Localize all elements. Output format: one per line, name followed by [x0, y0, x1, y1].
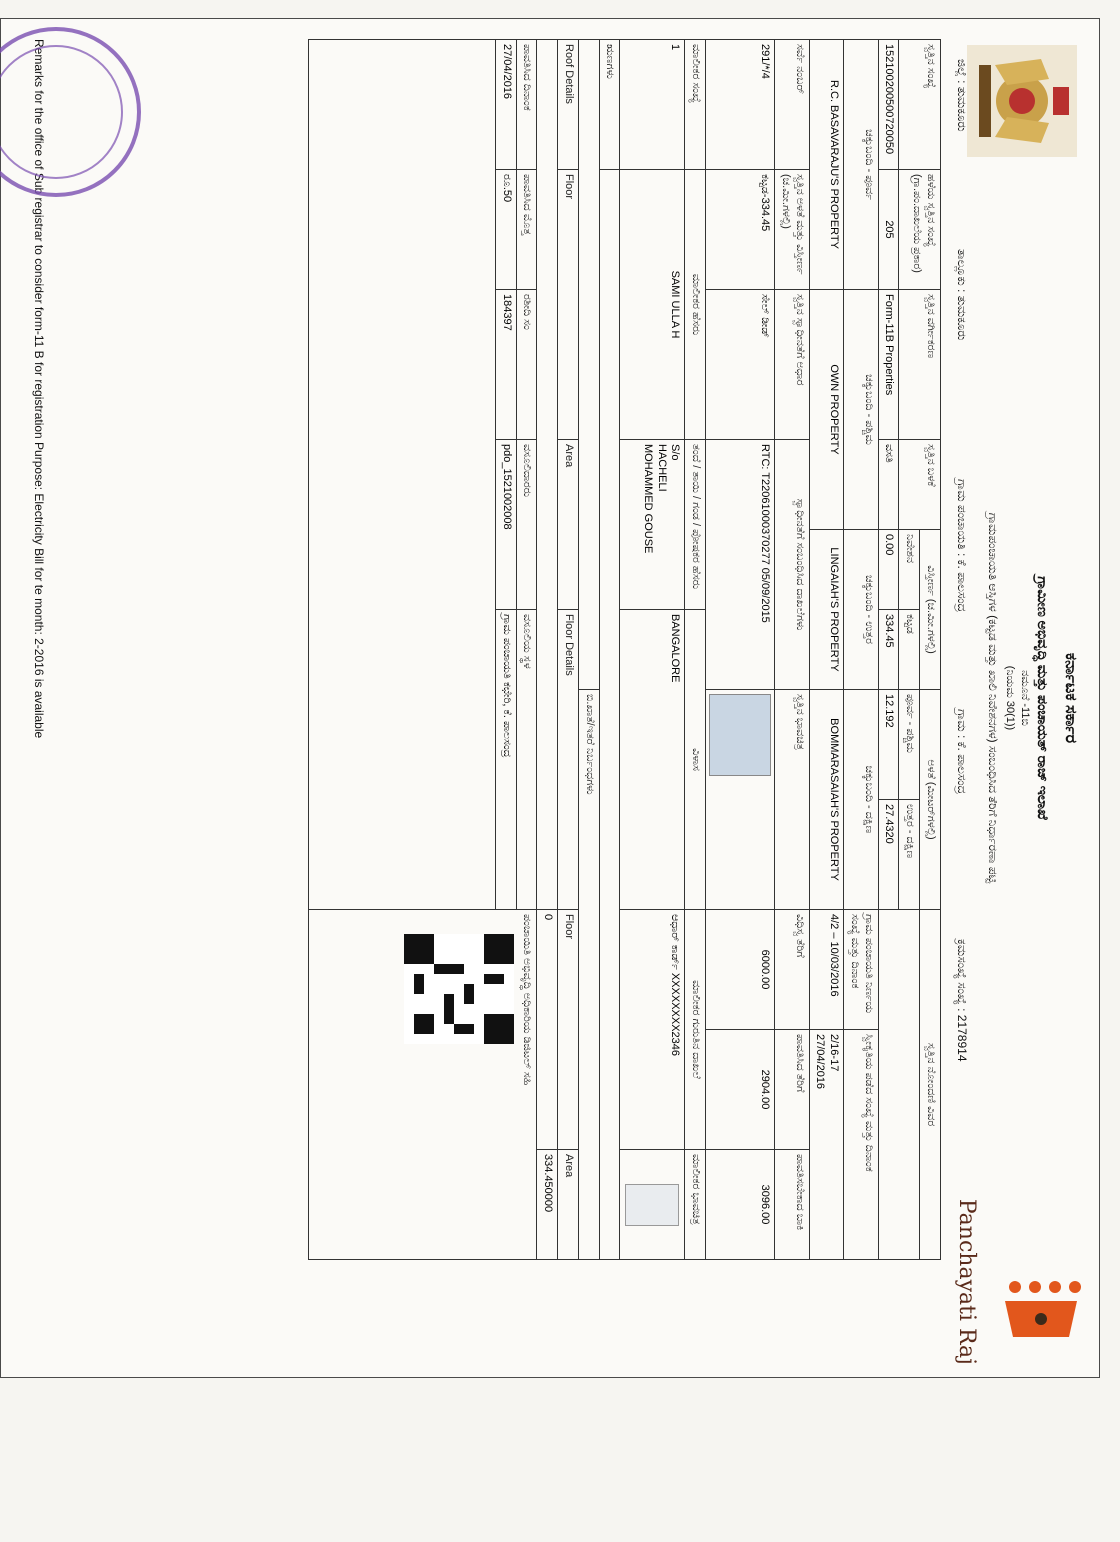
- floor2-value: 0: [537, 910, 558, 1150]
- owner-id: ಆಧಾರ್ ಕಾರ್ಡ್ XXXXXXXX2346: [620, 910, 685, 1150]
- property-type-value: Form-11B Properties: [878, 290, 899, 440]
- receipt-date: 27/04/2016: [814, 1034, 827, 1090]
- building-area-value: 334.45: [878, 610, 899, 690]
- owner-photo-label: ಮಾಲೀಕರ ಭಾವಚಿತ್ರ: [685, 1150, 706, 1260]
- survey-area-label: ಸ್ವತ್ತಿನ ಅಳತೆ ಮತ್ತು ವಿಸ್ತೀರ್ಣ (ಚ.ಮೀ.ಗಳಲ್ಲಿ): [775, 170, 810, 290]
- area-label: ವಿಸ್ತೀರ್ಣ (ಚ.ಮೀ.ಗಳಲ್ಲಿ): [920, 530, 941, 690]
- dimensions-label: ಅಳತೆ (ಮೀಟರ್‌ಗಳಲ್ಲಿ): [920, 690, 941, 910]
- balance-label: ಪಾವತಿಸಬೇಕಾದ ಬಾಕಿ: [775, 1150, 810, 1260]
- floors-spacer: [537, 40, 558, 910]
- owner-father-line3: MOHAMMED GOUSE: [642, 444, 654, 554]
- floor2-label: Floor: [558, 910, 579, 1150]
- payment-office-value: ಗ್ರಾಮ ಪಂಚಾಯತಿ ಕಛೇರಿ, ಕೆ. ಪಾಲಸಂದ್ರ: [496, 610, 517, 910]
- form-description: ಗ್ರಾಮಪಂಚಾಯತಿ ಆಸ್ತಿಗಳ (ಕಟ್ಟಡ ಮತ್ತು ಖಾಲಿ ನಿವೇಶನಗಳ) ಸಂಬಂಧಿಸಿದ ತೆರಿಗೆ ನಿರ್ಧಾರಣಾ ಪಟ್ಟಿ: [986, 512, 1000, 884]
- boundary-value-row: [809, 40, 844, 1260]
- sections-value: [599, 170, 620, 1260]
- restrictions-row: [579, 40, 600, 1260]
- paid-label: ಪಾವತಿಸಿದ ತೆರಿಗೆ: [775, 1030, 810, 1150]
- property-id-label: ಸ್ವತ್ತಿನ ಸಂಖ್ಯೆ: [899, 40, 941, 170]
- boundary-north-value: LINGAIAH'S PROPERTY: [809, 530, 844, 690]
- property-photo-icon: [709, 694, 771, 776]
- registration-value: [878, 910, 920, 1260]
- owner-header-row: [685, 40, 706, 1260]
- owner-name: SAMI ULLA H: [620, 170, 685, 440]
- owner-number: 1: [620, 40, 685, 170]
- area2-value: 334.450000: [537, 1150, 558, 1260]
- old-number-label: ಹಳೆಯ ಸ್ವತ್ತಿನ ಸಂಖ್ಯೆ (ಗ್ರಾ.ಪಂ.ದಾಖಲೆಯ ಪ್ರಕಾರ): [899, 170, 941, 290]
- gram-panchayat-label: ಗ್ರಾಮ ಪಂಚಾಯತಿ : ಕೆ. ಪಾಲಸಂದ್ರ: [955, 479, 969, 612]
- payment-collector-label: ವಸೂಲಿದಾರರು: [516, 440, 537, 610]
- property-header-row: [920, 40, 941, 1260]
- boundary-south-label: ಚಕ್ಕುಬಂದಿ - ದಕ್ಷಿಣ: [844, 690, 879, 910]
- department-title: ಗ್ರಾಮೀಣ ಅಭಿವೃದ್ಧಿ ಮತ್ತು ಪಂಚಾಯತ್ ರಾಜ್ ಇಲಾಖೆ: [1035, 576, 1051, 820]
- north-south-value: 27.4320: [878, 800, 899, 910]
- paid-value: 2904.00: [706, 1030, 775, 1150]
- ownership-basis-value: ಸೇಲ್ ಡೀಡ್: [706, 290, 775, 440]
- property-usage-label: ಸ್ವತ್ತಿನ ಬಳಕೆ: [899, 440, 941, 530]
- payment-receipt-label: ರಶೀದಿ ಸಂ: [516, 290, 537, 440]
- property-type-label: ಸ್ವತ್ತಿನ ವರ್ಗೀಕರಣ: [899, 290, 941, 440]
- floors-label-row: [558, 40, 579, 1260]
- receipt-value: [809, 1030, 844, 1260]
- owner-father-label: ತಂದೆ / ತಾಯಿ / ಗಂಡ / ಪೋಷಕರ ಹೆಸರು: [685, 440, 706, 610]
- qr-code-icon: [404, 934, 514, 1044]
- payment-spacer: [309, 40, 496, 910]
- owner-name-label: ಮಾಲೀಕರ ಹೆಸರು: [685, 170, 706, 440]
- roof-details-label: Roof Details: [558, 40, 579, 170]
- boundary-west-value: OWN PROPERTY: [809, 290, 844, 530]
- property-photo-label: ಸ್ವತ್ತಿನ ಭಾವಚಿತ್ರ: [775, 690, 810, 910]
- gp-resolution-value: 4/2 – 10/03/2016: [809, 910, 844, 1030]
- balance-value: 3096.00: [706, 1150, 775, 1260]
- area2-label: Area: [558, 1150, 579, 1260]
- sections-label: ಋಣಗಳು: [599, 40, 620, 170]
- property-photo: [706, 690, 775, 910]
- digital-signature-label: ಪಂಚಾಯಿತಿ ಅಭಿವೃದ್ಧಿ ಅಧಿಕಾರಿಯ ಡಿಜಿಟಲ್ ಸಹಿ: [521, 914, 534, 1086]
- north-south-label: ಉತ್ತರ - ದಕ್ಷಿಣ: [899, 800, 920, 910]
- survey-value-row: [706, 40, 775, 1260]
- survey-number-value: 291/*/4: [706, 40, 775, 170]
- govt-title: ಕರ್ನಾಟಕ ಸರ್ಕಾರ: [1062, 652, 1079, 744]
- ownership-docs-value: RTC: T22061000370277 05/09/2015: [706, 440, 775, 690]
- owner-id-label: ಮಾಲೀಕರ ಗುರುತಿನ ದಾಖಲೆ: [685, 910, 706, 1150]
- serial-number: ಕ್ರಮಸಂಖ್ಯೆ ಸಂಖ್ಯೆ : 2178914: [955, 939, 969, 1062]
- payment-amount-value: ರೂ.50: [496, 170, 517, 290]
- district-label: ಜಿಲ್ಲೆ : ತುಮಕೂರು: [955, 59, 969, 132]
- receipt-label: ಸ್ವೀಕೃತಿಯ ಪಡೆದ ಸಂಖ್ಯೆ ಮತ್ತು ದಿನಾಂಕ: [844, 1030, 879, 1260]
- owner-father-line1: S/o: [669, 444, 682, 461]
- property-id-value: 152100200500720050: [878, 40, 899, 170]
- boundary-label-row: [844, 40, 879, 1260]
- area-col-label: Area: [558, 440, 579, 610]
- payment-receipt-value: 184397: [496, 290, 517, 440]
- panchayati-raj-text: Panchayati Raj: [954, 1198, 979, 1365]
- floor-details-label: Floor Details: [558, 610, 579, 910]
- rule-number: (ನಿಯಮ 30(1)): [1004, 665, 1016, 731]
- property-usage-value: ವಸತಿ: [878, 440, 899, 530]
- remarks-text: Remarks for the office of Sub registrar to consider form-11 B for registration Purpose: Electricity Bill for te month: 2-2016 is available: [32, 39, 46, 739]
- floor-label: Floor: [558, 170, 579, 440]
- survey-number-label: ಸರ್ವೆ ನಂಬರ್: [775, 40, 810, 170]
- form-number: ನಮೂನೆ -11ಬಿ: [1019, 670, 1031, 726]
- owner-avatar: [626, 1184, 680, 1226]
- survey-label-row: [775, 40, 810, 1260]
- property-table: [308, 39, 941, 1260]
- survey-area-value: ಕಟ್ಟಡ-334.45: [706, 170, 775, 290]
- boundary-north-label: ಚಕ್ಕುಬಂದಿ - ಉತ್ತರ: [844, 530, 879, 690]
- registration-label: ಸ್ವತ್ತಿನ ನೋಂದಣಿ ವಿವರ: [920, 910, 941, 1260]
- restrictions-label: ಬಿ.ಖಾತೆ/ಇತರೆ ನಿರ್ಬಂಧಗಳು: [579, 690, 600, 1260]
- owner-number-label: ಮಾಲೀಕರ ಸಂಖ್ಯೆ: [685, 40, 706, 170]
- payment-collector-value: pdo_1521002008: [496, 440, 517, 610]
- boundary-east-value: R.C. BASAVARAJU'S PROPERTY: [809, 40, 844, 290]
- ownership-basis-label: ಸ್ವತ್ತಿನ ಸ್ವಾಧೀನತೆಗೆ ಅಧಾರ: [775, 290, 810, 440]
- owner-address-label: ವಿಳಾಸ: [685, 610, 706, 910]
- tax-label: ವಿಧಿಸ್ವ ತೆರಿಗೆ: [775, 910, 810, 1030]
- form-header: [939, 19, 1099, 1377]
- boundary-east-label: ಚಕ್ಕುಬಂದಿ - ಪೂರ್ವ: [844, 40, 879, 290]
- village-label: ಗ್ರಾಮ : ಕೆ. ಪಾಲಸಂದ್ರ: [955, 709, 969, 794]
- east-west-value: 12.192: [878, 690, 899, 800]
- sections-row: [599, 40, 620, 1260]
- ownership-docs-label: ಸ್ವಾಧೀನತೆಗೆ ಸಂಬಂಧಿಸಿದ ದಾಖಲೆಗಳು: [775, 440, 810, 690]
- owner-address: BANGALORE: [620, 610, 685, 910]
- owner-row: [620, 40, 685, 1260]
- payment-label-row: [516, 40, 537, 1260]
- payment-amount-label: ಪಾವತಿಸಿದ ಮೊತ್ತ: [516, 170, 537, 290]
- owner-father-line2: HACHELI: [655, 444, 668, 492]
- owner-photo: [620, 1150, 685, 1260]
- form-11b-sheet: [0, 18, 1100, 1378]
- digital-signature-cell: [309, 910, 538, 1260]
- payment-date-value: 27/04/2016: [496, 40, 517, 170]
- floors-value-row: [537, 40, 558, 1260]
- restrictions-spacer: [579, 40, 600, 690]
- east-west-label: ಪೂರ್ವ - ಪಶ್ಚಿಮ: [899, 690, 920, 800]
- building-area-label: ಕಟ್ಟಡ: [899, 610, 920, 690]
- boundary-west-label: ಚಕ್ಕುಬಂದಿ - ಪಶ್ಚಿಮ: [844, 290, 879, 530]
- owner-father: [620, 440, 685, 610]
- tax-value: 6000.00: [706, 910, 775, 1030]
- payment-date-label: ಪಾವತಿಸಿದ ದಿನಾಂಕ: [516, 40, 537, 170]
- taluk-label: ತಾಲ್ಲೂಕು : ತುಮಕೂರು: [955, 249, 969, 341]
- gp-resolution-label: ಗ್ರಾಮ ಪಂಚಾಯತಿ ನಿರ್ಣಯ ಸಂಖ್ಯೆ ಮತ್ತು ದಿನಾಂಕ: [844, 910, 879, 1030]
- payment-office-label: ವಸೂಲಿಯ ಸ್ಥಳ: [516, 610, 537, 910]
- old-number-value: 205: [878, 170, 899, 290]
- site-area-label: ನಿವೇಶನ: [899, 530, 920, 610]
- boundary-south-value: BOMMARASAIAH'S PROPERTY: [809, 690, 844, 910]
- site-area-value: 0.00: [878, 530, 899, 610]
- office-seal-stamp: [0, 27, 141, 197]
- receipt-number: 2/16-17: [828, 1034, 841, 1072]
